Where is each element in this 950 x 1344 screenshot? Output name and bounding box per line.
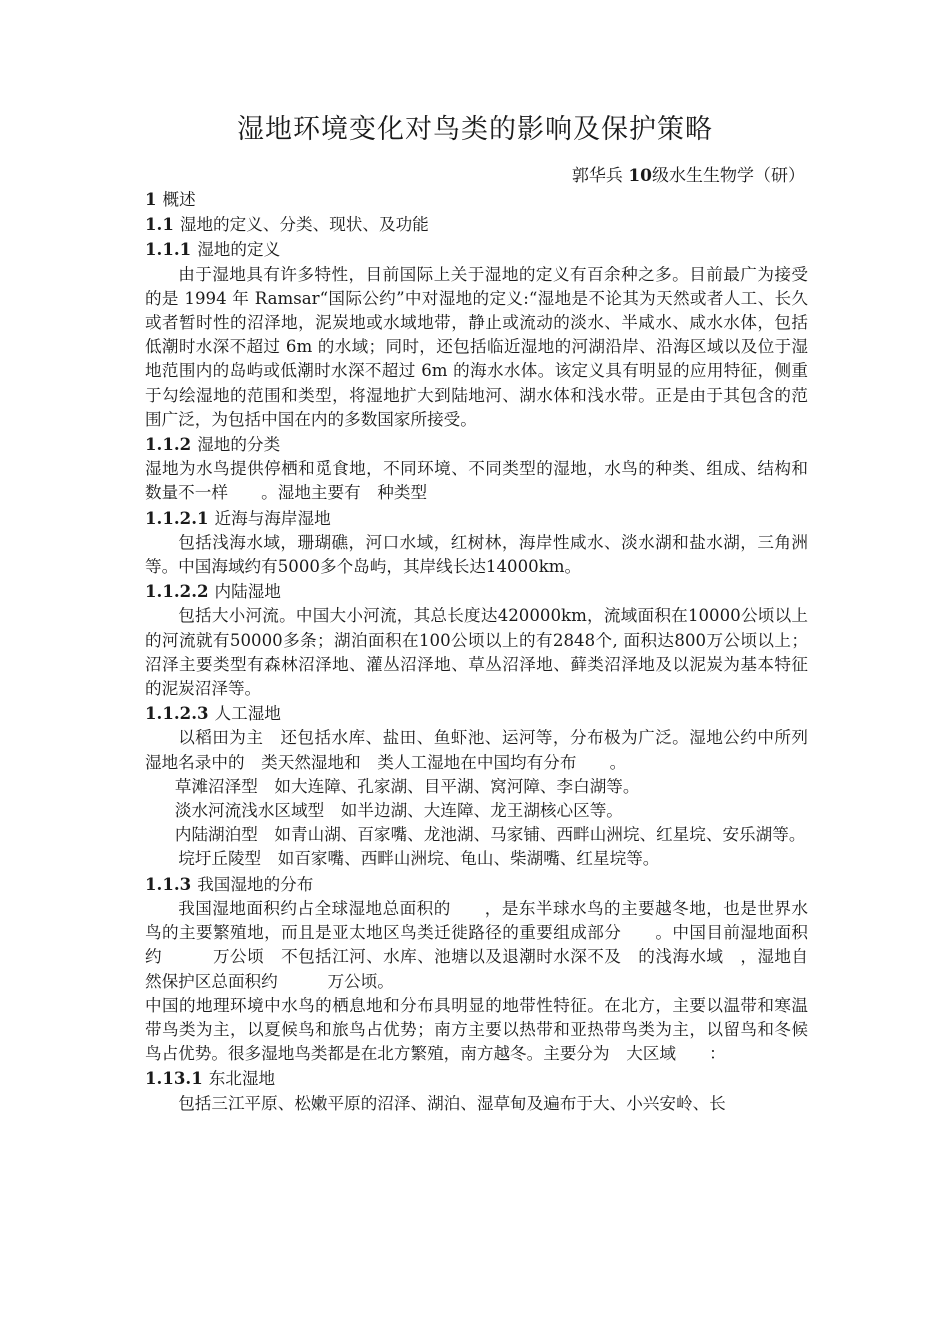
body-paragraph: 包括浅海水域，珊瑚礁，河口水域，红树林，海岸性咸水、淡水湖和盐水湖，三角洲等。中国海域约有5000多个岛屿，其岸线长达14000km。 — [145, 532, 808, 577]
section-title: 内陆湿地 — [214, 582, 281, 602]
section-number: 1.1.2.1 — [145, 507, 209, 528]
section-number: 1.1.2 — [145, 434, 192, 455]
author-line — [572, 163, 805, 189]
document-body — [145, 187, 808, 1116]
section-heading — [145, 212, 808, 237]
body-paragraph: 我国湿地面积约占全球湿地总面积的 ，是东半球水鸟的主要越冬地，也是世界水鸟的主要繁殖地，而且是亚太地区鸟类迁徙路径的重要组成部分 。中国目前湿地面积约 万公顷 不包括江河、水库、池塘以及退潮时水深不及 的浅海水域 ，湿地自然保护区总面积约 万公顷。 — [145, 898, 808, 991]
section-title: 湿地的定义、分类、现状、及功能 — [179, 215, 429, 235]
section-heading — [145, 506, 808, 531]
section-title: 近海与海岸湿地 — [214, 508, 331, 528]
body-paragraph: 草滩沼泽型 如大连障、孔家湖、目平湖、窝河障、李白湖等。 — [174, 776, 640, 796]
section-number: 1 — [145, 189, 157, 209]
section-title: 湿地的定义 — [197, 240, 281, 260]
section-title: 人工湿地 — [214, 704, 281, 724]
section-title: 概述 — [162, 190, 196, 209]
body-paragraph: 内陆湖泊型 如青山湖、百家嘴、龙池湖、马家铺、西畔山洲垸、红星垸、安乐湖等。 — [174, 825, 806, 845]
section-number: 1.1.2.2 — [145, 581, 209, 602]
author-program: 级水生生物学（研） — [652, 166, 805, 186]
section-title: 我国湿地的分布 — [197, 874, 314, 894]
document-title: 湿地环境变化对鸟类的影响及保护策略 — [237, 114, 713, 145]
section-number: 1.1.3 — [145, 873, 192, 894]
body-paragraph: 由于湿地具有许多特性，目前国际上关于湿地的定义有百余种之多。目前最广为接受的是 1994 年 Ramsar“国际公约”中对湿地的定义:“湿地是不论其为天然或者人工、长久或者暂时性的沼泽地，泥炭地或水域地带，静止或流动的淡水、半咸水、咸水水体，包括低潮时水深不超过 6m 的水域；同时，还包括临近湿地的河湖沿岸、沿海区域以及位于湿地范围内的岛屿或低潮时水深不超过 6m 的海水水体。该定义具有明显的应用特征，侧重于勾绘湿地的范围和类型，将湿地扩大到陆地河、湖水体和浅水带。正是由于其包含的范围广泛，为包括中国在内的多数国家所接受。 — [145, 264, 808, 429]
body-paragraph: 包括三江平原、松嫩平原的沼泽、湖泊、湿草甸及遍布于大、小兴安岭、长 — [178, 1093, 726, 1113]
section-number: 1.13.1 — [145, 1068, 203, 1089]
section-heading — [145, 432, 808, 457]
body-paragraph: 垸圩丘陵型 如百家嘴、西畔山洲垸、龟山、柴湖嘴、红星垸等。 — [178, 849, 660, 869]
section-number: 1.1 — [145, 214, 174, 235]
section-heading — [145, 187, 808, 212]
section-heading — [145, 701, 808, 726]
section-heading — [145, 579, 808, 604]
section-title: 东北湿地 — [208, 1069, 276, 1089]
author-name: 郭华兵 — [571, 166, 623, 186]
section-heading — [145, 237, 808, 262]
section-number: 1.1.1 — [145, 239, 192, 260]
body-paragraph: 淡水河流浅水区域型 如半边湖、大连障、龙王湖核心区等。 — [174, 801, 623, 821]
body-paragraph: 中国的地理环境中水鸟的栖息地和分布具明显的地带性特征。在北方，主要以温带和寒温带鸟类为主，以夏候鸟和旅鸟占优势；南方主要以热带和亚热带鸟类为主，以留鸟和冬候鸟占优势。很多湿地鸟类都是在北方繁殖，南方越冬。主要分为 大区域 ： — [145, 995, 808, 1064]
body-paragraph: 湿地为水鸟提供停栖和觅食地，不同环境、不同类型的湿地，水鸟的种类、组成、结构和数量不一样 。湿地主要有 种类型 — [145, 459, 808, 503]
section-heading — [145, 872, 808, 897]
section-heading — [145, 1066, 808, 1091]
section-number: 1.1.2.3 — [145, 703, 209, 724]
body-paragraph: 包括大小河流。中国大小河流，其总长度达420000km，流域面积在10000公顷以上的河流就有50000多条；湖泊面积在100公顷以上的有2848个, 面积达800万公顷以上；沼泽主要类型有森林沼泽地、灌丛沼泽地、草丛沼泽地、藓类沼泽地及以泥炭为基本特征的泥炭沼泽等。 — [145, 606, 808, 699]
author-grade: 10 — [628, 166, 652, 186]
body-paragraph: 以稻田为主 还包括水库、盐田、鱼虾池、运河等，分布极为广泛。湿地公约中所列湿地名录中的 类天然湿地和 类人工湿地在中国均有分布 。 — [145, 728, 808, 772]
section-title: 湿地的分类 — [197, 435, 281, 455]
